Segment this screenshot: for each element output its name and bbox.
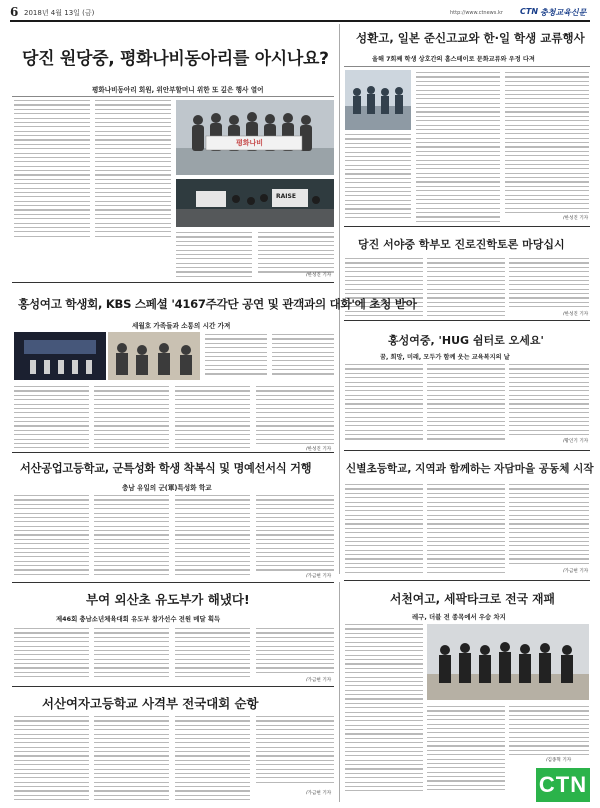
article-7-body <box>427 484 505 576</box>
photo-2-sign: RAISE <box>276 193 296 200</box>
article-5-subtitle: 꿈, 희망, 미래, 모두가 함께 웃는 교육복지의 날 <box>380 354 510 361</box>
article-4-body <box>427 258 505 319</box>
article-1-title: 당진 원당중, 평화나비동아리를 아시나요? <box>22 49 329 69</box>
article-8-body <box>14 628 89 681</box>
article-10-body <box>14 716 89 804</box>
article-2-photo <box>345 70 411 130</box>
article-2-body <box>505 72 589 216</box>
article-1-byline: /한성진 기자 <box>306 273 332 278</box>
article-4-body <box>509 258 589 311</box>
article-6-body <box>175 495 250 578</box>
article-1-body <box>95 100 171 240</box>
article-7-title: 신별초등학교, 지역과 함께하는 자담마을 공동체 시작 <box>346 463 594 475</box>
article-6-body <box>14 495 89 578</box>
article-5-title: 홍성여중, 'HUG 쉼터로 오세요' <box>388 334 544 347</box>
article-6-subtitle: 충남 유일의 군(軍)특성화 학교 <box>122 484 212 492</box>
article-1-photo-group <box>176 100 334 175</box>
divider <box>344 66 590 67</box>
page-number: 6 <box>10 5 19 19</box>
article-9-byline: /김종혁 기자 <box>546 758 572 763</box>
article-8-title: 부여 외산초 유도부가 해냈다! <box>86 592 250 607</box>
divider <box>12 582 334 583</box>
page-header <box>10 5 590 19</box>
article-3-body <box>256 386 334 447</box>
article-7-body <box>509 484 589 567</box>
article-3-photo-stage <box>14 332 106 380</box>
article-9-body <box>427 706 505 794</box>
article-5-byline: /황인기 기자 <box>563 439 589 444</box>
article-10-body <box>256 716 334 786</box>
column-divider <box>339 582 340 802</box>
article-5-body <box>345 364 423 443</box>
article-1-photo-rally <box>176 179 334 227</box>
divider <box>12 282 334 283</box>
divider <box>12 686 334 687</box>
article-2-body <box>345 134 411 222</box>
divider <box>12 452 334 453</box>
article-8-byline: /가금현 기자 <box>306 678 332 683</box>
article-5-body <box>509 364 589 438</box>
article-7-body <box>345 484 423 576</box>
ctn-logo-text: CTN <box>538 772 588 797</box>
article-1-body <box>176 232 252 280</box>
article-3-byline: /한성진 기자 <box>306 447 332 452</box>
article-3-body <box>14 386 89 456</box>
article-2-byline: /한성진 기자 <box>563 216 589 221</box>
article-7-byline: /가금현 기자 <box>563 569 589 574</box>
article-9-title: 서천여고, 세팍타크로 전국 재패 <box>390 592 555 606</box>
divider <box>344 450 590 451</box>
article-8-body <box>175 628 250 681</box>
article-8-subtitle: 제46회 충남소년체육대회 유도부 참가선수 전원 메달 획득 <box>56 615 221 623</box>
article-1-body <box>14 100 90 240</box>
article-4-title: 당진 서야중 학부모 진로진학토론 마당십시 <box>358 238 565 251</box>
divider <box>344 320 590 321</box>
header-rule <box>10 20 590 22</box>
article-3-body <box>272 334 334 378</box>
divider <box>344 226 590 227</box>
article-2-title: 성환고, 일본 준신고교와 한·일 학생 교류행사 <box>356 31 585 45</box>
article-2-subtitle: 올해 7회째 학생 상호간의 홈스테이로 문화교류와 우정 다져 <box>372 56 535 63</box>
ctn-logo-badge <box>536 768 590 802</box>
article-10-title: 서산여자고등학교 사격부 전국대회 순항 <box>42 696 259 711</box>
masthead-prefix: CTN <box>520 7 539 16</box>
article-6-title: 서산공업고등학교, 군특성화 학생 착복식 및 명예선서식 거행 <box>20 462 312 475</box>
article-5-body <box>427 364 505 443</box>
article-3-body <box>94 386 169 456</box>
article-3-title: 홍성여고 학생회, KBS 스페셜 '4167주각단 공연 및 관객과의 대화'에 초청 받아 <box>18 297 417 311</box>
article-6-byline: /가금현 기자 <box>306 574 332 579</box>
article-9-subtitle: 레구, 더블 전 종목에서 우승 차지 <box>412 613 506 621</box>
masthead: 충청교육신문 <box>540 8 587 17</box>
divider <box>12 96 334 97</box>
article-9-body <box>345 624 423 795</box>
photo-1-sign: 평화나비 <box>236 139 264 147</box>
article-3-photo-audience <box>108 332 200 380</box>
article-8-body <box>256 628 334 676</box>
article-10-body <box>94 716 169 804</box>
article-6-body <box>94 495 169 578</box>
article-1-subtitle: 평화나비동아리 회원, 위안부할머니 위한 또 깊은 행사 열어 <box>92 86 264 94</box>
article-3-subtitle: 세월호 가족들과 소통의 시간 가져 <box>132 322 231 330</box>
article-1-body <box>258 232 334 276</box>
article-9-body <box>509 706 589 759</box>
article-8-body <box>94 628 169 681</box>
article-10-body <box>175 716 250 804</box>
article-3-body <box>205 334 267 378</box>
article-3-body <box>175 386 250 456</box>
site-url[interactable]: http://www.ctnews.kr <box>450 10 503 16</box>
article-6-body <box>256 495 334 574</box>
article-4-byline: /한성진 기자 <box>563 312 589 317</box>
article-10-byline: /가금현 기자 <box>306 791 332 796</box>
divider <box>344 580 590 581</box>
article-2-body <box>416 72 500 225</box>
article-9-photo-team <box>427 624 589 700</box>
issue-date: 2018년 4월 13일 (금) <box>24 9 95 17</box>
